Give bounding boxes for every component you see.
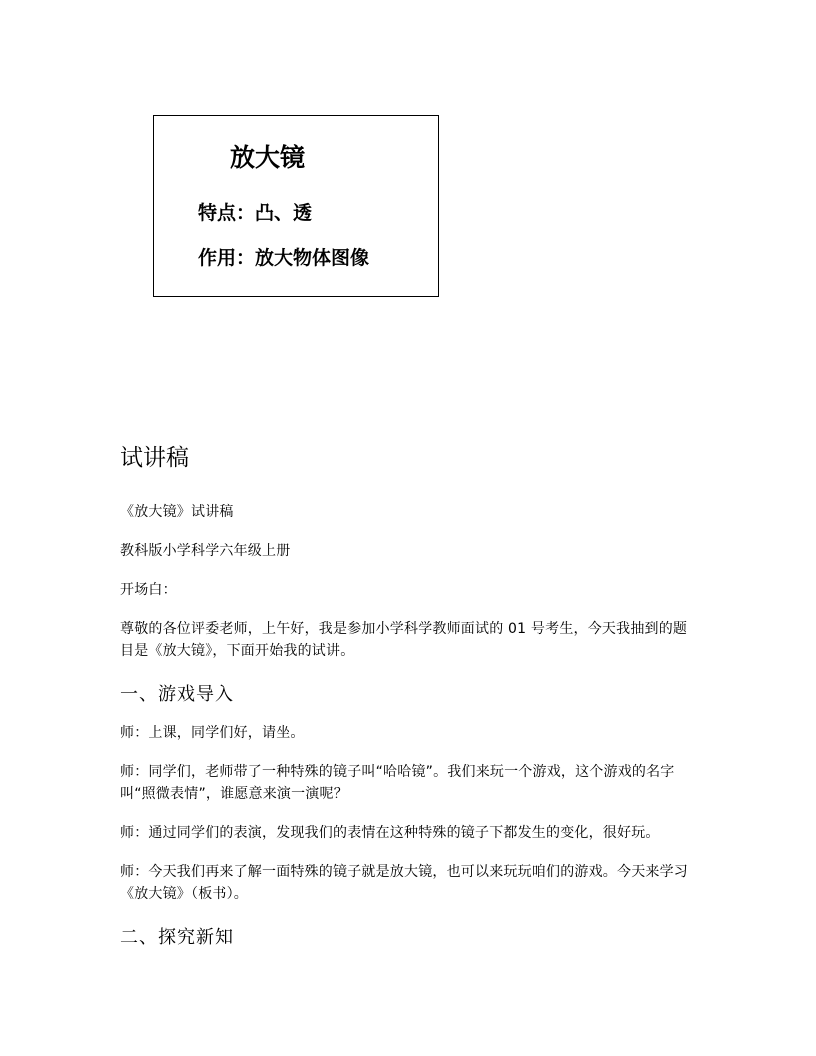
blackboard-features: 特点：凸、透: [198, 202, 313, 224]
paragraph: 师：通过同学们的表演，发现我们的表情在这种特殊的镜子下都发生的变化，很好玩。: [120, 825, 660, 841]
opening-paragraph: 尊敬的各位评委老师，上午好，我是参加小学科学教师面试的 01 号考生，今天我抽到的题目是《放大镜》，下面开始我的试讲。: [120, 621, 688, 659]
section-heading-explore: 二、探究新知: [120, 927, 234, 948]
textbook-info: 教科版小学科学六年级上册: [120, 543, 291, 559]
blackboard-function: 作用：放大物体图像: [198, 247, 370, 269]
blackboard-title: 放大镜: [230, 143, 306, 172]
page-title: 试讲稿: [120, 445, 189, 471]
lesson-subtitle: 《放大镜》试讲稿: [120, 504, 234, 520]
document-body: [120, 441, 700, 965]
opening-label: 开场白：: [120, 582, 177, 598]
paragraph: 师：同学们，老师带了一种特殊的镜子叫“哈哈镜”。我们来玩一个游戏，这个游戏的名字叫“照微表情”，谁愿意来演一演呢？: [120, 764, 675, 802]
blackboard-design-box: [153, 115, 439, 297]
paragraph: 师：今天我们再来了解一面特殊的镜子就是放大镜，也可以来玩玩咱们的游戏。今天来学习《放大镜》（板书）。: [120, 864, 688, 902]
paragraph: 师：上课，同学们好，请坐。: [120, 725, 305, 741]
section-heading-game-intro: 一、游戏导入: [120, 684, 234, 705]
